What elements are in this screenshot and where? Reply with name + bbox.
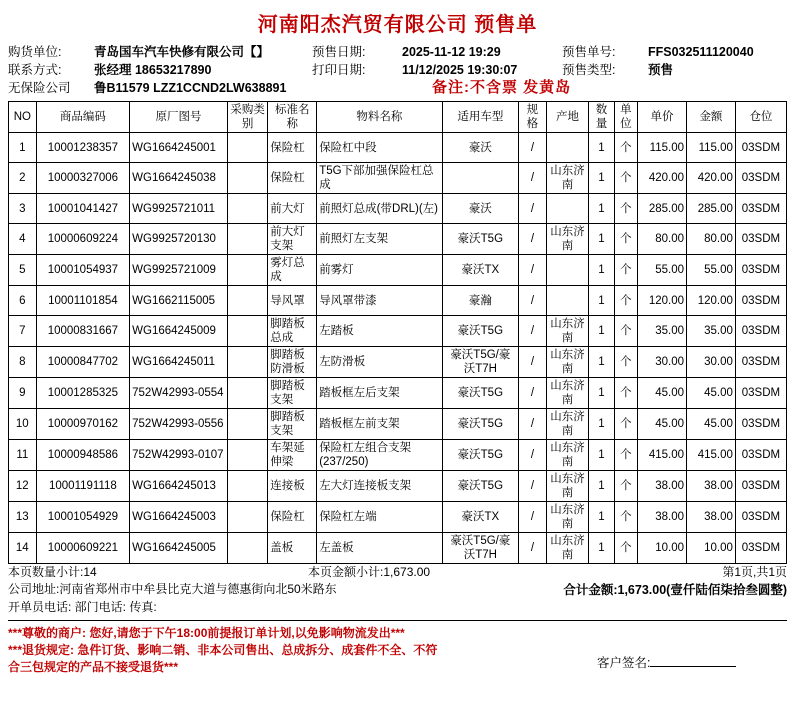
cell-cat (227, 224, 267, 255)
col-bin: 仓位 (735, 102, 786, 133)
cell-material: 左盖板 (317, 533, 442, 564)
cell-no: 2 (9, 163, 37, 194)
cell-model: 豪沃T5G (442, 471, 519, 502)
cell-spec: / (519, 133, 547, 163)
cell-qty: 1 (589, 440, 615, 471)
cell-price: 55.00 (638, 255, 687, 286)
qty-total: 本页数量小计:14 (8, 565, 97, 579)
cell-material: 踏板框左前支架 (317, 409, 442, 440)
table-row[interactable] (9, 533, 787, 564)
cell-model: 豪沃T5G (442, 378, 519, 409)
cell-no: 6 (9, 286, 37, 316)
cell-price: 35.00 (638, 316, 687, 347)
cell-cat (227, 133, 267, 163)
cell-model: 豪沃T5G (442, 224, 519, 255)
cell-code: 10000609224 (36, 224, 130, 255)
buyer-label: 购货单位: (8, 45, 62, 59)
terms-line-2: ***退货规定: 急件订货、影响二销、非本公司售出、总成拆分、成套件不全、不符 (8, 643, 438, 657)
cell-cat (227, 533, 267, 564)
cell-code: 10001285325 (36, 378, 130, 409)
footer-row-2 (8, 581, 787, 599)
terms-section (8, 625, 787, 676)
cell-std: 保险杠 (268, 163, 317, 194)
header-row-2 (8, 61, 787, 79)
cell-code: 10000970162 (36, 409, 130, 440)
col-spec: 规格 (519, 102, 547, 133)
cell-drawing: WG1662115005 (130, 286, 228, 316)
cell-material: 前照灯左支架 (317, 224, 442, 255)
cell-no: 4 (9, 224, 37, 255)
terms-line-3: 合三包规定的产品不接受退货*** (8, 660, 179, 674)
table-row[interactable] (9, 255, 787, 286)
cell-cat (227, 163, 267, 194)
cell-qty: 1 (589, 409, 615, 440)
cell-drawing: 752W42993-0554 (130, 378, 228, 409)
cell-bin: 03SDM (735, 316, 786, 347)
signature-label: 客户签名: (597, 656, 651, 670)
cell-spec: / (519, 378, 547, 409)
cell-spec: / (519, 163, 547, 194)
terms-text (8, 625, 597, 676)
cell-drawing: WG1664245013 (130, 471, 228, 502)
cell-unit: 个 (614, 440, 637, 471)
cell-amount: 285.00 (687, 194, 736, 224)
cell-price: 10.00 (638, 533, 687, 564)
cell-price: 30.00 (638, 347, 687, 378)
cell-model: 豪沃 (442, 133, 519, 163)
cell-unit: 个 (614, 533, 637, 564)
cell-origin: 山东济南 (546, 533, 589, 564)
cell-qty: 1 (589, 316, 615, 347)
cell-drawing: WG1664245003 (130, 502, 228, 533)
insurer-label: 无保险公司 (8, 81, 71, 95)
cell-cat (227, 471, 267, 502)
header-row-3 (8, 79, 787, 97)
cell-bin: 03SDM (735, 502, 786, 533)
cell-std: 脚踏板支架 (268, 378, 317, 409)
cell-cat (227, 347, 267, 378)
cell-bin: 03SDM (735, 194, 786, 224)
cell-amount: 10.00 (687, 533, 736, 564)
cell-material: 保险杠左组合支架(237/250) (317, 440, 442, 471)
table-head (9, 102, 787, 133)
cell-std: 前大灯 (268, 194, 317, 224)
cell-spec: / (519, 471, 547, 502)
cell-no: 9 (9, 378, 37, 409)
cell-model: 豪沃T5G (442, 409, 519, 440)
cell-material: 左大灯连接板支架 (317, 471, 442, 502)
cell-std: 保险杠 (268, 133, 317, 163)
cell-origin: 山东济南 (546, 378, 589, 409)
cell-price: 415.00 (638, 440, 687, 471)
items-table (8, 101, 787, 564)
cell-no: 7 (9, 316, 37, 347)
cell-spec: / (519, 224, 547, 255)
cell-amount: 415.00 (687, 440, 736, 471)
cell-qty: 1 (589, 133, 615, 163)
cell-origin: 山东济南 (546, 502, 589, 533)
cell-qty: 1 (589, 194, 615, 224)
table-row[interactable] (9, 347, 787, 378)
cell-spec: / (519, 286, 547, 316)
cell-amount: 45.00 (687, 378, 736, 409)
cell-model: 豪沃T5G/豪沃T7H (442, 347, 519, 378)
presale-order-page (0, 8, 795, 724)
cell-no: 1 (9, 133, 37, 163)
cell-unit: 个 (614, 316, 637, 347)
col-vehicle-model: 适用车型 (442, 102, 519, 133)
cell-no: 3 (9, 194, 37, 224)
cell-bin: 03SDM (735, 133, 786, 163)
cell-spec: / (519, 194, 547, 224)
cell-origin (546, 255, 589, 286)
col-price: 单价 (638, 102, 687, 133)
cell-cat (227, 378, 267, 409)
amount-total: 本页金额小计:1,673.00 (308, 565, 431, 579)
cell-no: 14 (9, 533, 37, 564)
cell-material: 踏板框左后支架 (317, 378, 442, 409)
col-origin: 产地 (546, 102, 589, 133)
cell-std: 脚踏板防滑板 (268, 347, 317, 378)
cell-bin: 03SDM (735, 533, 786, 564)
cell-amount: 45.00 (687, 409, 736, 440)
cell-unit: 个 (614, 502, 637, 533)
cell-code: 10001054929 (36, 502, 130, 533)
cell-price: 38.00 (638, 502, 687, 533)
divider (8, 620, 787, 621)
cell-qty: 1 (589, 224, 615, 255)
cell-origin: 山东济南 (546, 224, 589, 255)
cell-code: 10000327006 (36, 163, 130, 194)
cell-qty: 1 (589, 378, 615, 409)
grand-total: 合计金额:1,673.00(壹仟陆佰柒拾叁圆整) (563, 583, 787, 597)
table-row[interactable] (9, 440, 787, 471)
cell-unit: 个 (614, 347, 637, 378)
footer-row-3 (8, 599, 787, 616)
page-info: 第1页,共1页 (722, 565, 787, 579)
cell-no: 13 (9, 502, 37, 533)
cell-drawing: 752W42993-0107 (130, 440, 228, 471)
cell-qty: 1 (589, 533, 615, 564)
cell-price: 120.00 (638, 286, 687, 316)
cell-unit: 个 (614, 378, 637, 409)
cell-drawing: WG1664245009 (130, 316, 228, 347)
cell-price: 45.00 (638, 409, 687, 440)
cell-bin: 03SDM (735, 224, 786, 255)
cell-code: 10001101854 (36, 286, 130, 316)
cell-qty: 1 (589, 502, 615, 533)
remark-text: 备注:不含票 发黄岛 (432, 79, 572, 96)
col-material-name: 物料名称 (317, 102, 442, 133)
cell-cat (227, 316, 267, 347)
operator-line: 开单员电话: 部门电话: 传真: (8, 600, 157, 614)
col-code: 商品编码 (36, 102, 130, 133)
col-standard-name: 标准名称 (268, 102, 317, 133)
col-qty: 数量 (589, 102, 615, 133)
cell-bin: 03SDM (735, 347, 786, 378)
table-row[interactable] (9, 378, 787, 409)
cell-material: 保险杠中段 (317, 133, 442, 163)
col-no: NO (9, 102, 37, 133)
table-row[interactable] (9, 133, 787, 163)
cell-code: 10001041427 (36, 194, 130, 224)
cell-no: 5 (9, 255, 37, 286)
cell-model: 豪沃T5G/豪沃T7H (442, 533, 519, 564)
cell-unit: 个 (614, 194, 637, 224)
insurer-value: 鲁B11579 LZZ1CCND2LW638891 (94, 81, 287, 95)
cell-cat (227, 440, 267, 471)
col-category: 采购类别 (227, 102, 267, 133)
col-unit: 单位 (614, 102, 637, 133)
cell-code: 10001054937 (36, 255, 130, 286)
cell-model (442, 163, 519, 194)
cell-unit: 个 (614, 163, 637, 194)
cell-bin: 03SDM (735, 471, 786, 502)
cell-spec: / (519, 347, 547, 378)
cell-drawing: WG1664245005 (130, 533, 228, 564)
cell-origin: 山东济南 (546, 347, 589, 378)
cell-cat (227, 286, 267, 316)
header-row-1 (8, 43, 787, 61)
cell-cat (227, 194, 267, 224)
page-title: 河南阳杰汽贸有限公司 预售单 (257, 14, 538, 36)
cell-bin: 03SDM (735, 255, 786, 286)
contact-label: 联系方式: (8, 63, 62, 77)
presale-type-value: 预售 (648, 63, 674, 77)
table-row[interactable] (9, 471, 787, 502)
cell-no: 8 (9, 347, 37, 378)
cell-code: 10001191118 (36, 471, 130, 502)
cell-price: 285.00 (638, 194, 687, 224)
footer-row-1 (8, 564, 787, 581)
cell-amount: 30.00 (687, 347, 736, 378)
cell-drawing: WG1664245001 (130, 133, 228, 163)
cell-std: 保险杠 (268, 502, 317, 533)
cell-origin (546, 286, 589, 316)
cell-unit: 个 (614, 409, 637, 440)
cell-origin: 山东济南 (546, 316, 589, 347)
order-header (0, 43, 795, 97)
predate-value: 2025-11-12 19:29 (402, 45, 501, 59)
cell-drawing: WG1664245038 (130, 163, 228, 194)
col-amount: 金额 (687, 102, 736, 133)
cell-qty: 1 (589, 286, 615, 316)
presale-no-label: 预售单号: (562, 45, 616, 59)
cell-material: 左踏板 (317, 316, 442, 347)
cell-spec: / (519, 316, 547, 347)
cell-std: 导风罩 (268, 286, 317, 316)
cell-spec: / (519, 409, 547, 440)
cell-code: 10000831667 (36, 316, 130, 347)
signature-line[interactable] (650, 666, 736, 667)
cell-no: 12 (9, 471, 37, 502)
cell-material: 左防滑板 (317, 347, 442, 378)
cell-amount: 115.00 (687, 133, 736, 163)
cell-amount: 120.00 (687, 286, 736, 316)
cell-unit: 个 (614, 133, 637, 163)
cell-amount: 38.00 (687, 502, 736, 533)
cell-amount: 80.00 (687, 224, 736, 255)
table-row[interactable] (9, 502, 787, 533)
cell-origin (546, 133, 589, 163)
cell-code: 10000847702 (36, 347, 130, 378)
cell-model: 豪沃TX (442, 502, 519, 533)
cell-bin: 03SDM (735, 163, 786, 194)
presale-no-value: FFS032511120040 (648, 45, 754, 59)
cell-amount: 420.00 (687, 163, 736, 194)
predate-label: 预售日期: (312, 45, 366, 59)
cell-drawing: WG1664245011 (130, 347, 228, 378)
cell-price: 115.00 (638, 133, 687, 163)
cell-model: 豪沃T5G (442, 440, 519, 471)
cell-origin: 山东济南 (546, 409, 589, 440)
cell-bin: 03SDM (735, 378, 786, 409)
cell-qty: 1 (589, 163, 615, 194)
table-row[interactable] (9, 194, 787, 224)
cell-amount: 35.00 (687, 316, 736, 347)
presale-type-label: 预售类型: (562, 63, 616, 77)
cell-material: T5G下部加强保险杠总成 (317, 163, 442, 194)
cell-price: 45.00 (638, 378, 687, 409)
cell-std: 前大灯支架 (268, 224, 317, 255)
col-drawing: 原厂图号 (130, 102, 228, 133)
table-row[interactable] (9, 409, 787, 440)
cell-model: 豪沃T5G (442, 316, 519, 347)
cell-unit: 个 (614, 471, 637, 502)
cell-unit: 个 (614, 224, 637, 255)
cell-amount: 55.00 (687, 255, 736, 286)
cell-no: 11 (9, 440, 37, 471)
cell-std: 连接板 (268, 471, 317, 502)
terms-line-1: ***尊敬的商户: 您好,请您于下午18:00前提报订单计划,以免影响物流发出*** (8, 626, 405, 640)
cell-bin: 03SDM (735, 409, 786, 440)
table-row[interactable] (9, 224, 787, 255)
cell-model: 豪沃 (442, 194, 519, 224)
cell-std: 雾灯总成 (268, 255, 317, 286)
cell-qty: 1 (589, 347, 615, 378)
cell-qty: 1 (589, 471, 615, 502)
table-body (9, 133, 787, 564)
cell-price: 38.00 (638, 471, 687, 502)
printdate-value: 11/12/2025 19:30:07 (402, 63, 518, 77)
printdate-label: 打印日期: (312, 63, 366, 77)
table-header-row (9, 102, 787, 133)
cell-material: 导风罩带漆 (317, 286, 442, 316)
cell-material: 前照灯总成(带DRL)(左) (317, 194, 442, 224)
cell-cat (227, 502, 267, 533)
cell-std: 脚踏板总成 (268, 316, 317, 347)
cell-drawing: WG9925721011 (130, 194, 228, 224)
cell-bin: 03SDM (735, 286, 786, 316)
cell-unit: 个 (614, 255, 637, 286)
cell-material: 前雾灯 (317, 255, 442, 286)
cell-amount: 38.00 (687, 471, 736, 502)
cell-material: 保险杠左端 (317, 502, 442, 533)
signature-area (597, 625, 787, 676)
cell-spec: / (519, 533, 547, 564)
cell-code: 10001238357 (36, 133, 130, 163)
cell-code: 10000948586 (36, 440, 130, 471)
cell-origin: 山东济南 (546, 471, 589, 502)
cell-price: 80.00 (638, 224, 687, 255)
cell-origin: 山东济南 (546, 163, 589, 194)
cell-std: 脚踏板支架 (268, 409, 317, 440)
cell-spec: / (519, 255, 547, 286)
cell-code: 10000609221 (36, 533, 130, 564)
buyer-value: 青岛国车汽车快修有限公司【】 (94, 45, 270, 59)
table-row[interactable] (9, 316, 787, 347)
cell-price: 420.00 (638, 163, 687, 194)
cell-cat (227, 255, 267, 286)
contact-value: 张经理 18653217890 (94, 63, 212, 77)
cell-spec: / (519, 502, 547, 533)
cell-cat (227, 409, 267, 440)
table-row[interactable] (9, 286, 787, 316)
cell-origin: 山东济南 (546, 440, 589, 471)
cell-no: 10 (9, 409, 37, 440)
cell-unit: 个 (614, 286, 637, 316)
cell-drawing: WG9925721009 (130, 255, 228, 286)
cell-drawing: WG9925720130 (130, 224, 228, 255)
cell-std: 车架延伸梁 (268, 440, 317, 471)
cell-origin (546, 194, 589, 224)
table-footer (8, 564, 787, 616)
cell-qty: 1 (589, 255, 615, 286)
cell-model: 豪瀚 (442, 286, 519, 316)
cell-spec: / (519, 440, 547, 471)
cell-bin: 03SDM (735, 440, 786, 471)
company-address: 公司地址:河南省郑州市中牟县比克大道与德惠街向北50米路东 (8, 582, 337, 596)
cell-model: 豪沃TX (442, 255, 519, 286)
cell-std: 盖板 (268, 533, 317, 564)
table-row[interactable] (9, 163, 787, 194)
cell-drawing: 752W42993-0556 (130, 409, 228, 440)
